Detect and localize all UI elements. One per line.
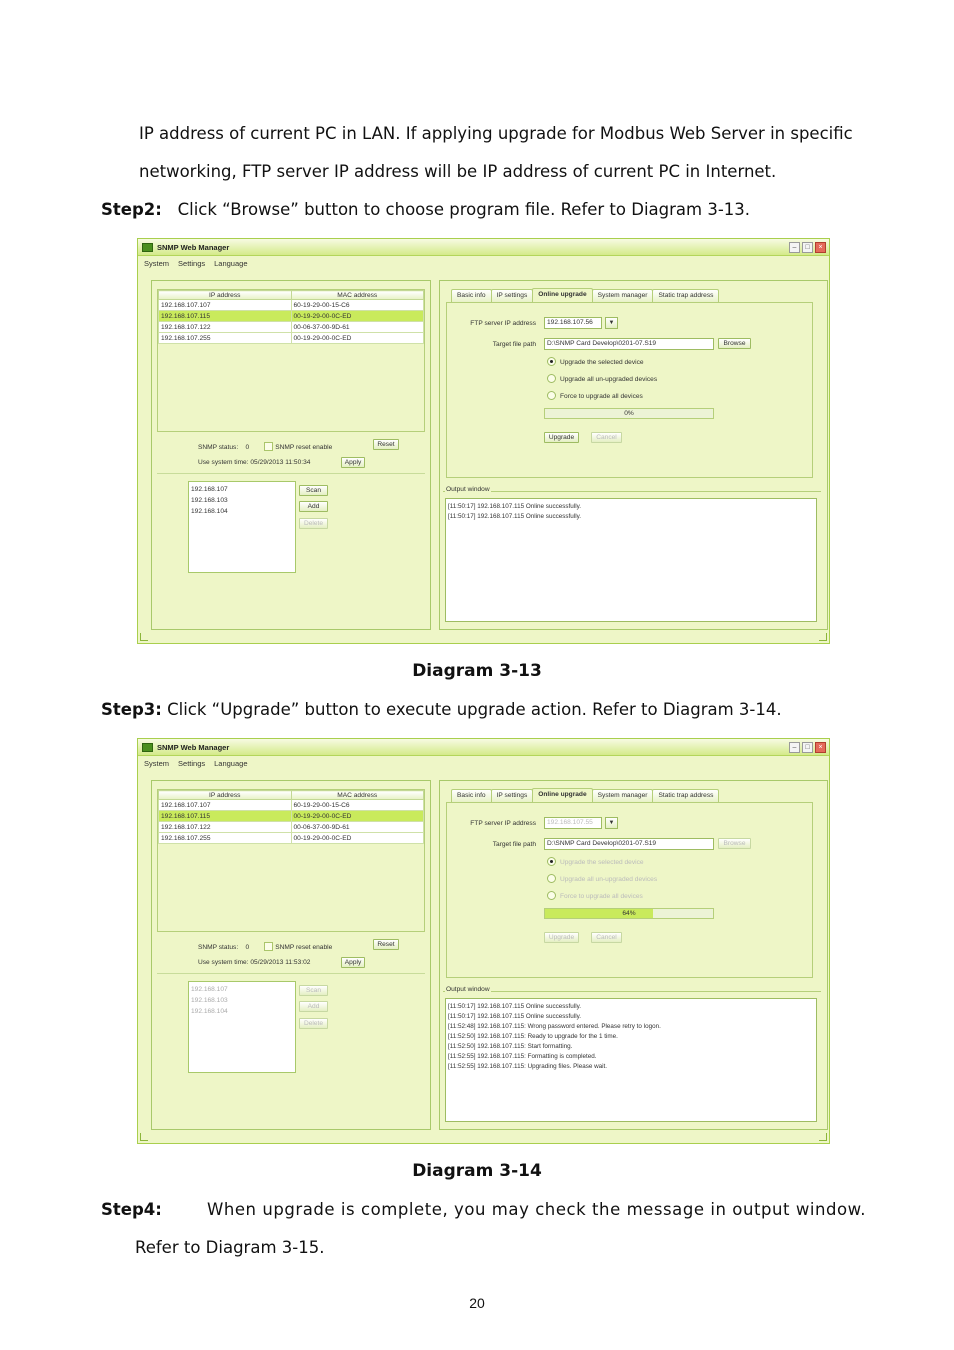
target-path-field[interactable]: D:\SNMP Card Develop\0201-07.S19: [544, 838, 714, 850]
table-row-selected[interactable]: [159, 811, 424, 822]
mac-cell: 00-06-37-00-9D-61: [291, 322, 424, 333]
target-path-label: Target file path: [492, 341, 536, 348]
snmp-reset-checkbox[interactable]: [264, 942, 273, 951]
log-line: [11:50:17] 192.168.107.115 Online successfully.: [448, 1013, 582, 1020]
menu-system[interactable]: System: [144, 259, 170, 268]
radio-indicator: [547, 391, 556, 400]
step2-text: Click “Browse” button to choose program file. Refer to Diagram 3-13.: [177, 200, 751, 219]
radio-upgrade-selected[interactable]: [547, 857, 644, 866]
app-icon: [142, 243, 153, 252]
column-header-ip[interactable]: IP address: [159, 791, 292, 800]
log-line: [11:52:50] 192.168.107.115: Start formatting.: [448, 1043, 573, 1050]
log-line: [11:52:48] 192.168.107.115: Wrong password entered. Please retry to logon.: [448, 1023, 661, 1030]
system-time-label: Use system time: 05/29/2013 11:50:34: [198, 459, 311, 466]
browse-button[interactable]: Browse: [718, 338, 751, 349]
device-panel: [151, 780, 431, 1130]
tab-online-upgrade[interactable]: Online upgrade: [532, 288, 592, 302]
snmp-reset-label: SNMP reset enable: [275, 944, 333, 951]
tab-bar: [451, 289, 718, 302]
dropdown-arrow-icon[interactable]: ▼: [605, 817, 618, 829]
paragraph-line-2: networking, FTP server IP address will be IP address of current PC in Internet.: [139, 162, 777, 181]
minimize-icon[interactable]: –: [789, 742, 800, 753]
tab-static-trap-address[interactable]: Static trap address: [652, 789, 719, 802]
device-table: [157, 289, 425, 432]
target-path-label: Target file path: [492, 841, 536, 848]
step3-line: [101, 700, 782, 719]
close-icon[interactable]: ×: [815, 242, 826, 253]
tab-online-upgrade[interactable]: Online upgrade: [532, 788, 592, 802]
tab-ip-settings[interactable]: IP settings: [491, 289, 534, 302]
radio-label: Upgrade all un-upgraded devices: [560, 376, 658, 383]
snmp-reset-label: SNMP reset enable: [275, 444, 333, 451]
radio-upgrade-all[interactable]: [547, 374, 657, 383]
upgrade-progress-bar: [544, 908, 714, 919]
radio-force-upgrade[interactable]: [547, 391, 643, 400]
ftp-ip-field[interactable]: 192.168.107.56: [544, 317, 602, 329]
resize-corner: [140, 1133, 148, 1141]
snmp-reset-checkbox[interactable]: [264, 442, 273, 451]
output-window-label: Output window: [446, 486, 490, 493]
log-line: [11:52:55] 192.168.107.115: Upgrading files. Please wait.: [448, 1063, 608, 1070]
window-title: SNMP Web Manager: [157, 743, 230, 752]
ip-cell: 192.168.107.107: [159, 300, 292, 311]
reset-button[interactable]: Reset: [373, 439, 399, 450]
log-line: [11:50:17] 192.168.107.115 Online successfully.: [448, 503, 582, 510]
column-header-ip[interactable]: IP address: [159, 291, 292, 300]
system-time-label: Use system time: 05/29/2013 11:53:02: [198, 959, 311, 966]
browse-button[interactable]: Browse: [718, 838, 751, 849]
tab-basic-info[interactable]: Basic info: [451, 289, 492, 302]
ip-cell: 192.168.107.122: [159, 322, 292, 333]
step2-line: [101, 200, 750, 219]
paragraph-line-1: IP address of current PC in LAN. If applying upgrade for Modbus Web Server in specific: [139, 124, 853, 143]
add-button[interactable]: Add: [299, 1001, 328, 1012]
settings-panel: [439, 280, 828, 630]
radio-indicator: [547, 874, 556, 883]
step4-label: Step4:: [101, 1200, 162, 1219]
radio-label: Force to upgrade all devices: [560, 393, 643, 400]
ip-cell: 192.168.107.122: [159, 822, 292, 833]
apply-button[interactable]: Apply: [341, 957, 365, 968]
app-icon: [142, 743, 153, 752]
mac-cell: 00-19-29-00-0C-ED: [291, 333, 424, 344]
table-row[interactable]: [159, 833, 424, 844]
screenshot-diagram-3-13: [137, 238, 830, 644]
radio-upgrade-all[interactable]: [547, 874, 657, 883]
table-row[interactable]: [159, 822, 424, 833]
tab-basic-info[interactable]: Basic info: [451, 789, 492, 802]
tab-system-manager[interactable]: System manager: [592, 789, 654, 802]
menu-settings[interactable]: Settings: [178, 259, 206, 268]
mac-cell: 60-19-29-00-15-C6: [291, 800, 424, 811]
scan-address-list[interactable]: [188, 981, 296, 1073]
dropdown-arrow-icon[interactable]: ▼: [605, 317, 618, 329]
device-table: [157, 789, 425, 932]
ip-cell: 192.168.107.107: [159, 800, 292, 811]
mac-cell: 60-19-29-00-15-C6: [291, 300, 424, 311]
step2-label: Step2:: [101, 200, 162, 219]
snmp-status-row: [198, 942, 332, 951]
list-item[interactable]: 192.168.103: [191, 997, 228, 1004]
page-number: 20: [469, 1295, 485, 1311]
delete-button[interactable]: Delete: [299, 518, 328, 529]
table-row[interactable]: [159, 800, 424, 811]
step4-line: [101, 1200, 866, 1219]
menu-language[interactable]: Language: [214, 759, 248, 768]
step4-text: When upgrade is complete, you may check the message in output window.: [206, 1200, 866, 1219]
caption-diagram-3-14: Diagram 3-14: [412, 1161, 542, 1181]
tab-bar: [451, 789, 718, 802]
upgrade-button[interactable]: Upgrade: [544, 932, 579, 943]
close-icon[interactable]: ×: [815, 742, 826, 753]
menu-bar: [144, 759, 248, 768]
minimize-icon[interactable]: –: [789, 242, 800, 253]
maximize-icon[interactable]: □: [802, 242, 813, 253]
snmp-status-label: SNMP status:: [198, 444, 239, 451]
ip-cell: 192.168.107.115: [159, 311, 292, 322]
delete-button[interactable]: Delete: [299, 1018, 328, 1029]
cancel-button[interactable]: Cancel: [591, 432, 622, 443]
online-upgrade-pane: [446, 302, 813, 478]
mac-cell: 00-19-29-00-0C-ED: [291, 811, 424, 822]
tab-static-trap-address[interactable]: Static trap address: [652, 289, 719, 302]
output-window: [443, 486, 821, 623]
log-line: [11:52:50] 192.168.107.115: Ready to upgrade for the 1 time.: [448, 1033, 618, 1040]
ip-cell: 192.168.107.115: [159, 811, 292, 822]
column-header-mac[interactable]: MAC address: [291, 791, 424, 800]
screenshot-diagram-3-14: [137, 738, 830, 1144]
snmp-status-row: [198, 442, 332, 451]
apply-button[interactable]: Apply: [341, 457, 365, 468]
radio-indicator: [547, 374, 556, 383]
window-titlebar[interactable]: [138, 239, 829, 256]
scan-button[interactable]: Scan: [299, 485, 328, 496]
radio-indicator: [547, 857, 556, 866]
ftp-ip-label: FTP server IP address: [470, 820, 536, 827]
table-row[interactable]: [159, 322, 424, 333]
divider: [157, 973, 425, 974]
resize-corner[interactable]: [819, 1133, 827, 1141]
log-line: [11:52:55] 192.168.107.115: Formatting is completed.: [448, 1053, 597, 1060]
cancel-button[interactable]: Cancel: [591, 932, 622, 943]
radio-indicator: [547, 891, 556, 900]
progress-fill: [545, 909, 653, 918]
step3-text: Click “Upgrade” button to execute upgrade action. Refer to Diagram 3-14.: [167, 700, 782, 719]
step4-line-2: Refer to Diagram 3-15.: [135, 1238, 325, 1257]
progress-text: 64%: [622, 910, 636, 917]
log-line: [11:50:17] 192.168.107.115 Online successfully.: [448, 513, 582, 520]
caption-diagram-3-13: Diagram 3-13: [412, 661, 542, 681]
list-item[interactable]: 192.168.107: [191, 986, 228, 993]
radio-label: Upgrade the selected device: [560, 859, 644, 866]
reset-button[interactable]: Reset: [373, 939, 399, 950]
table-row[interactable]: [159, 333, 424, 344]
output-log[interactable]: [445, 998, 817, 1122]
resize-corner: [140, 633, 148, 641]
device-panel: [151, 280, 431, 630]
output-log[interactable]: [445, 498, 817, 622]
list-item[interactable]: 192.168.104: [191, 508, 228, 515]
ip-cell: 192.168.107.255: [159, 333, 292, 344]
radio-indicator: [547, 357, 556, 366]
ip-cell: 192.168.107.255: [159, 833, 292, 844]
target-path-field[interactable]: D:\SNMP Card Develop\0201-07.S19: [544, 338, 714, 350]
online-upgrade-pane: [446, 802, 813, 978]
menu-settings[interactable]: Settings: [178, 759, 206, 768]
scan-address-list[interactable]: [188, 481, 296, 573]
output-window: [443, 986, 821, 1123]
maximize-icon[interactable]: □: [802, 742, 813, 753]
column-header-mac[interactable]: MAC address: [291, 291, 424, 300]
snmp-status-value: 0: [245, 444, 250, 451]
upgrade-progress-bar: [544, 408, 714, 419]
scan-button[interactable]: Scan: [299, 985, 328, 996]
step3-label: Step3:: [101, 700, 162, 719]
upgrade-button[interactable]: Upgrade: [544, 432, 579, 443]
ftp-ip-field[interactable]: 192.168.107.55: [544, 817, 602, 829]
settings-panel: [439, 780, 828, 1130]
divider: [157, 473, 425, 474]
tab-ip-settings[interactable]: IP settings: [491, 789, 534, 802]
log-line: [11:50:17] 192.168.107.115 Online successfully.: [448, 1003, 582, 1010]
tab-system-manager[interactable]: System manager: [592, 289, 654, 302]
mac-cell: 00-19-29-00-0C-ED: [291, 311, 424, 322]
radio-label: Force to upgrade all devices: [560, 893, 643, 900]
mac-cell: 00-06-37-00-9D-61: [291, 822, 424, 833]
menu-system[interactable]: System: [144, 759, 170, 768]
snmp-status-value: 0: [245, 944, 250, 951]
list-item[interactable]: 192.168.104: [191, 1008, 228, 1015]
resize-corner[interactable]: [819, 633, 827, 641]
list-item[interactable]: 192.168.107: [191, 486, 228, 493]
menu-bar: [144, 259, 248, 268]
window-title: SNMP Web Manager: [157, 243, 230, 252]
progress-text: 0%: [624, 410, 634, 417]
radio-force-upgrade[interactable]: [547, 891, 643, 900]
output-window-label: Output window: [446, 986, 490, 993]
radio-label: Upgrade the selected device: [560, 359, 644, 366]
mac-cell: 00-19-29-00-0C-ED: [291, 833, 424, 844]
table-row[interactable]: [159, 300, 424, 311]
window-titlebar[interactable]: [138, 739, 829, 756]
radio-label: Upgrade all un-upgraded devices: [560, 876, 658, 883]
menu-language[interactable]: Language: [214, 259, 248, 268]
ftp-ip-label: FTP server IP address: [470, 320, 536, 327]
radio-upgrade-selected[interactable]: [547, 357, 644, 366]
add-button[interactable]: Add: [299, 501, 328, 512]
list-item[interactable]: 192.168.103: [191, 497, 228, 504]
snmp-status-label: SNMP status:: [198, 944, 239, 951]
table-row-selected[interactable]: [159, 311, 424, 322]
